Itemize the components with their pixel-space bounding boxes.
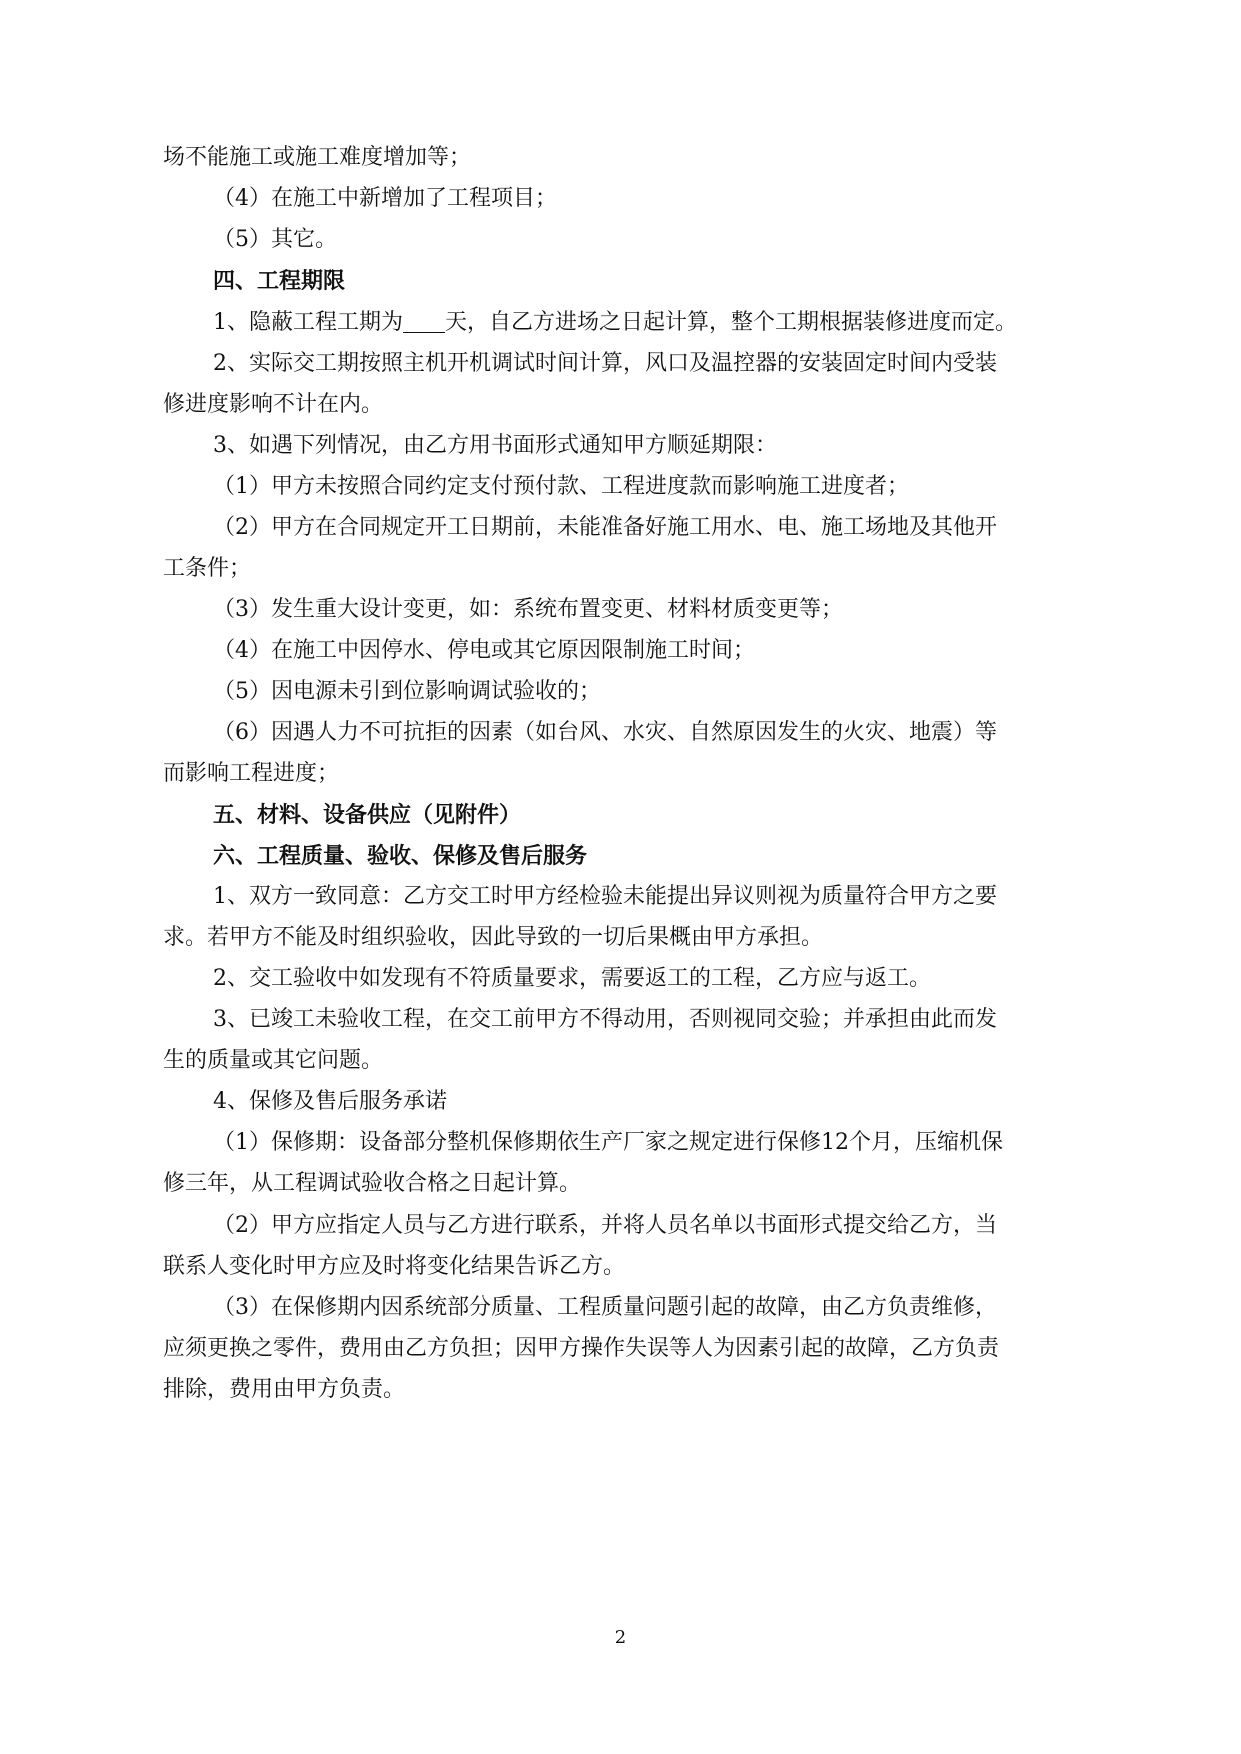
text-line: 4、保修及售后服务承诺 bbox=[213, 1089, 447, 1114]
text-line: 场不能施工或施工难度增加等； bbox=[163, 145, 472, 170]
text-line: 1、双方一致同意：乙方交工时甲方经检验未能提出异议则视为质量符合甲方之要 bbox=[213, 884, 997, 909]
text-line: 3、已竣工未验收工程，在交工前甲方不得动用，否则视同交验；并承担由此而发 bbox=[213, 1007, 997, 1032]
list-item: （1）甲方未按照合同约定支付预付款、工程进度款而影响施工进度者； bbox=[213, 474, 909, 499]
text-line: 2、交工验收中如发现有不符质量要求，需要返工的工程，乙方应与返工。 bbox=[213, 966, 931, 991]
text-line: 联系人变化时甲方应及时将变化结果告诉乙方。 bbox=[163, 1254, 626, 1279]
list-item: （3）在保修期内因系统部分质量、工程质量问题引起的故障，由乙方负责维修， bbox=[213, 1295, 997, 1320]
section-heading: 六、工程质量、验收、保修及售后服务 bbox=[213, 843, 588, 869]
blank-underline bbox=[403, 310, 445, 333]
text-line: 2、实际交工期按照主机开机调试时间计算，风口及温控器的安装固定时间内受装 bbox=[213, 351, 997, 376]
text-line bbox=[0, 308, 1241, 338]
section-heading: 四、工程期限 bbox=[213, 268, 346, 294]
list-item: （2）甲方应指定人员与乙方进行联系，并将人员名单以书面形式提交给乙方，当 bbox=[213, 1213, 997, 1238]
section-heading: 五、材料、设备供应（见附件） bbox=[213, 802, 522, 828]
text-line: 工条件； bbox=[163, 556, 252, 581]
text-fragment: 天，自乙方进场之日起计算，整个工期根据装修进度而定。 bbox=[445, 310, 1018, 335]
list-item: （6）因遇人力不可抗拒的因素（如台风、水灾、自然原因发生的火灾、地震）等 bbox=[213, 720, 997, 745]
list-item: （4）在施工中因停水、停电或其它原因限制施工时间； bbox=[213, 638, 755, 663]
page-number: 2 bbox=[614, 1627, 627, 1648]
text-line: 修三年，从工程调试验收合格之日起计算。 bbox=[163, 1171, 582, 1196]
list-item: （5）其它。 bbox=[213, 227, 337, 252]
text-line: 3、如遇下列情况，由乙方用书面形式通知甲方顺延期限： bbox=[213, 433, 777, 458]
text-line: 修进度影响不计在内。 bbox=[163, 392, 384, 417]
text-line: 而影响工程进度； bbox=[163, 761, 340, 786]
text-line: 排除，费用由甲方负责。 bbox=[163, 1377, 406, 1402]
list-item: （2）甲方在合同规定开工日期前，未能准备好施工用水、电、施工场地及其他开 bbox=[213, 515, 997, 540]
text-fragment: 1、隐蔽工程工期为 bbox=[213, 310, 403, 335]
text-line: 生的质量或其它问题。 bbox=[163, 1048, 384, 1073]
list-item: （3）发生重大设计变更，如：系统布置变更、材料材质变更等； bbox=[213, 597, 843, 622]
list-item: （5）因电源未引到位影响调试验收的； bbox=[213, 679, 601, 704]
list-item: （4）在施工中新增加了工程项目； bbox=[213, 186, 557, 211]
list-item: （1）保修期：设备部分整机保修期依生产厂家之规定进行保修12个月，压缩机保 bbox=[213, 1130, 1003, 1155]
text-line: 应须更换之零件，费用由乙方负担；因甲方操作失误等人为因素引起的故障，乙方负责 bbox=[163, 1336, 1000, 1361]
text-line: 求。若甲方不能及时组织验收，因此导致的一切后果概由甲方承担。 bbox=[163, 925, 824, 950]
